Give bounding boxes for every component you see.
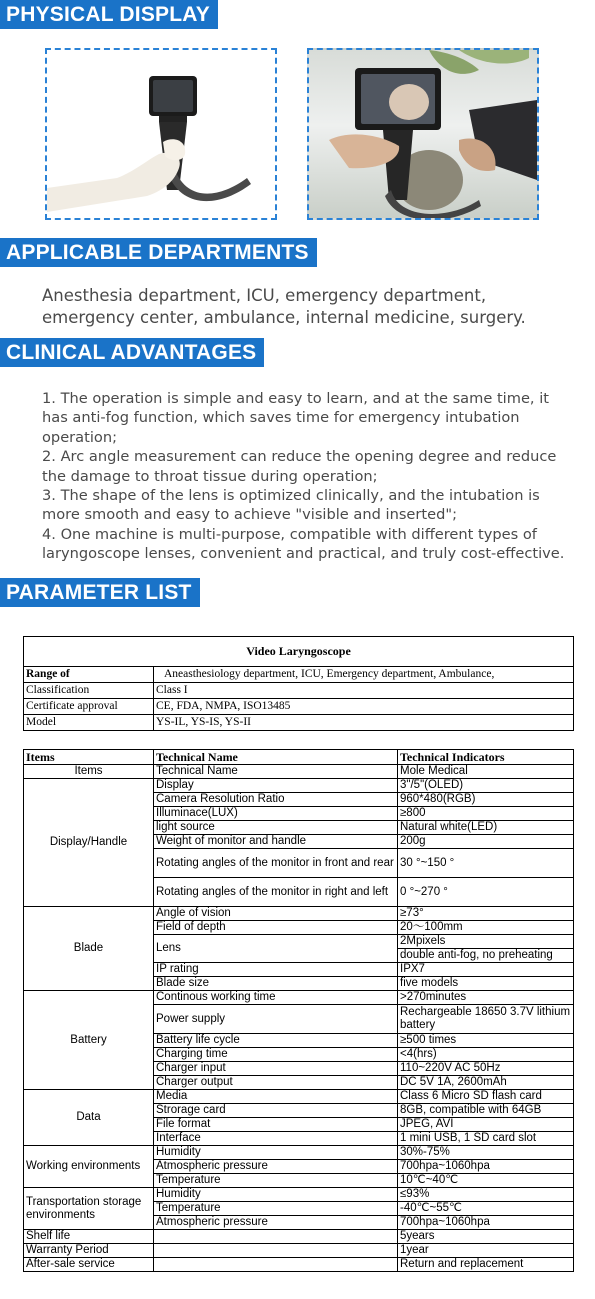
table-row bbox=[24, 667, 574, 683]
table-cell: Charger output bbox=[154, 1076, 398, 1090]
table-cell: Continous working time bbox=[154, 991, 398, 1005]
table-cell: ≥800 bbox=[398, 807, 574, 821]
table-cell: Return and replacement bbox=[398, 1258, 574, 1272]
table-cell: Rotating angles of the monitor in right and left bbox=[154, 878, 398, 907]
table-cell: Atmospheric pressure bbox=[154, 1160, 398, 1174]
table-cell: five models bbox=[398, 977, 574, 991]
departments-text: Anesthesia department, ICU, emergency department, emergency center, ambulance, internal medicine, surgery. bbox=[42, 286, 526, 327]
section-header-parameter-list: PARAMETER LIST bbox=[0, 578, 200, 607]
table-cell: File format bbox=[154, 1118, 398, 1132]
table-cell: light source bbox=[154, 821, 398, 835]
table-cell: 110~220V AC 50Hz bbox=[398, 1062, 574, 1076]
table-cell: >270minutes bbox=[398, 991, 574, 1005]
section-header-clinical-advantages: CLINICAL ADVANTAGES bbox=[0, 338, 264, 367]
group-label: Display/Handle bbox=[24, 779, 154, 907]
table-cell: 2Mpixels bbox=[398, 935, 574, 949]
table-cell: 3"/5"(OLED) bbox=[398, 779, 574, 793]
table-cell: ≥73° bbox=[398, 907, 574, 921]
table-cell: Certificate approval bbox=[24, 699, 154, 715]
table-cell bbox=[154, 1258, 398, 1272]
table-cell: CE, FDA, NMPA, ISO13485 bbox=[154, 699, 574, 715]
table-cell: Atmospheric pressure bbox=[154, 1216, 398, 1230]
table-cell: Rechargeable 18650 3.7V lithium battery bbox=[398, 1005, 574, 1034]
advantages-text bbox=[42, 389, 567, 564]
table-row bbox=[24, 699, 574, 715]
table-cell: Power supply bbox=[154, 1005, 398, 1034]
table-cell: Mole Medical bbox=[398, 765, 574, 779]
table-row bbox=[24, 991, 574, 1005]
table-cell: Weight of monitor and handle bbox=[154, 835, 398, 849]
table-cell: Charging time bbox=[154, 1048, 398, 1062]
table-cell: 1year bbox=[398, 1244, 574, 1258]
group-label: Battery bbox=[24, 991, 154, 1090]
table-cell: Temperature bbox=[154, 1202, 398, 1216]
table-cell: 20～100mm bbox=[398, 921, 574, 935]
group-label: Working environments bbox=[24, 1146, 154, 1188]
table-cell: 8GB, compatible with 64GB bbox=[398, 1104, 574, 1118]
table-cell: Shelf life bbox=[24, 1230, 154, 1244]
table-row bbox=[24, 779, 574, 793]
table-cell bbox=[154, 1244, 398, 1258]
table-cell: Items bbox=[24, 765, 154, 779]
table-cell: Classification bbox=[24, 683, 154, 699]
table-row bbox=[24, 715, 574, 731]
table-cell: 700hpa~1060hpa bbox=[398, 1160, 574, 1174]
table-cell: Strorage card bbox=[154, 1104, 398, 1118]
table-cell: Range of bbox=[24, 667, 154, 683]
product-photo-right bbox=[307, 48, 539, 220]
table-cell: Charger input bbox=[154, 1062, 398, 1076]
table-cell: Model bbox=[24, 715, 154, 731]
table-cell: Warranty Period bbox=[24, 1244, 154, 1258]
section-header-physical-display: PHYSICAL DISPLAY bbox=[0, 0, 218, 29]
table-cell: ≤93% bbox=[398, 1188, 574, 1202]
table-cell: Rotating angles of the monitor in front and rear bbox=[154, 849, 398, 878]
table-cell: Blade size bbox=[154, 977, 398, 991]
table-cell: ≥500 times bbox=[398, 1034, 574, 1048]
group-label: Transportation storage environments bbox=[24, 1188, 154, 1230]
group-label: Data bbox=[24, 1090, 154, 1146]
table-cell: After-sale service bbox=[24, 1258, 154, 1272]
table-cell: YS-IL, YS-IS, YS-II bbox=[154, 715, 574, 731]
table-cell: Technical Name bbox=[154, 765, 398, 779]
table-row bbox=[24, 1090, 574, 1104]
advantage-item: 2. Arc angle measurement can reduce the opening degree and reduce the damage to throat tissue during operation; bbox=[42, 448, 557, 485]
advantage-item: 1. The operation is simple and easy to learn, and at the same time, it has anti-fog function, which saves time for emergency intubation operation; bbox=[42, 390, 549, 446]
table-header-cell: Technical Name bbox=[154, 750, 398, 765]
table-cell bbox=[154, 1230, 398, 1244]
table-cell: 1 mini USB, 1 SD card slot bbox=[398, 1132, 574, 1146]
advantage-item: 4. One machine is multi-purpose, compatible with different types of laryngoscope lenses, convenient and practical, and truly cost-effective. bbox=[42, 525, 565, 563]
table-cell: 0 °~270 ° bbox=[398, 878, 574, 907]
product-photo-left bbox=[45, 48, 277, 220]
table-cell: Display bbox=[154, 779, 398, 793]
table-cell: Lens bbox=[154, 935, 398, 963]
table-row bbox=[24, 1258, 574, 1272]
table-cell: Class 6 Micro SD flash card bbox=[398, 1090, 574, 1104]
table-title: Video Laryngoscope bbox=[24, 637, 574, 667]
table-cell: Aneasthesiology department, ICU, Emergency department, Ambulance, bbox=[154, 667, 574, 683]
table-cell: Temperature bbox=[154, 1174, 398, 1188]
table-cell: Illuminace(LUX) bbox=[154, 807, 398, 821]
table-cell: Media bbox=[154, 1090, 398, 1104]
laryngoscope-illustration bbox=[47, 50, 275, 218]
table-row bbox=[24, 1244, 574, 1258]
table-cell: IPX7 bbox=[398, 963, 574, 977]
table-cell: 200g bbox=[398, 835, 574, 849]
table-cell: 5years bbox=[398, 1230, 574, 1244]
table-cell: Class I bbox=[154, 683, 574, 699]
advantage-item: 3. The shape of the lens is optimized clinically, and the intubation is more smooth and easy to achieve "visible and inserted"; bbox=[42, 487, 540, 524]
table-cell: JPEG, AVI bbox=[398, 1118, 574, 1132]
table-cell: Humidity bbox=[154, 1188, 398, 1202]
table-cell: IP rating bbox=[154, 963, 398, 977]
table-row bbox=[24, 1230, 574, 1244]
table-row bbox=[24, 1188, 574, 1202]
table-cell: 700hpa~1060hpa bbox=[398, 1216, 574, 1230]
group-label: Blade bbox=[24, 907, 154, 991]
table-row bbox=[24, 683, 574, 699]
table-cell: 10℃~40℃ bbox=[398, 1174, 574, 1188]
product-summary-table bbox=[23, 636, 574, 731]
laryngoscope-in-hand-illustration bbox=[309, 50, 537, 218]
table-header-cell: Technical Indicators bbox=[398, 750, 574, 765]
table-cell: Humidity bbox=[154, 1146, 398, 1160]
table-cell: 30 °~150 ° bbox=[398, 849, 574, 878]
table-cell: Interface bbox=[154, 1132, 398, 1146]
table-cell: Field of depth bbox=[154, 921, 398, 935]
table-cell: <4(hrs) bbox=[398, 1048, 574, 1062]
table-row bbox=[24, 765, 574, 779]
table-row bbox=[24, 907, 574, 921]
table-row bbox=[24, 750, 574, 765]
table-cell: -40℃~55℃ bbox=[398, 1202, 574, 1216]
table-header-cell: Items bbox=[24, 750, 154, 765]
table-cell: Natural white(LED) bbox=[398, 821, 574, 835]
table-cell: DC 5V 1A, 2600mAh bbox=[398, 1076, 574, 1090]
table-cell: double anti-fog, no preheating bbox=[398, 949, 574, 963]
table-cell: 960*480(RGB) bbox=[398, 793, 574, 807]
table-cell: 30%-75% bbox=[398, 1146, 574, 1160]
section-header-applicable-departments: APPLICABLE DEPARTMENTS bbox=[0, 238, 317, 267]
table-cell: Camera Resolution Ratio bbox=[154, 793, 398, 807]
table-cell: Angle of vision bbox=[154, 907, 398, 921]
table-cell: Battery life cycle bbox=[154, 1034, 398, 1048]
specification-table bbox=[23, 749, 574, 1272]
table-row bbox=[24, 1146, 574, 1160]
